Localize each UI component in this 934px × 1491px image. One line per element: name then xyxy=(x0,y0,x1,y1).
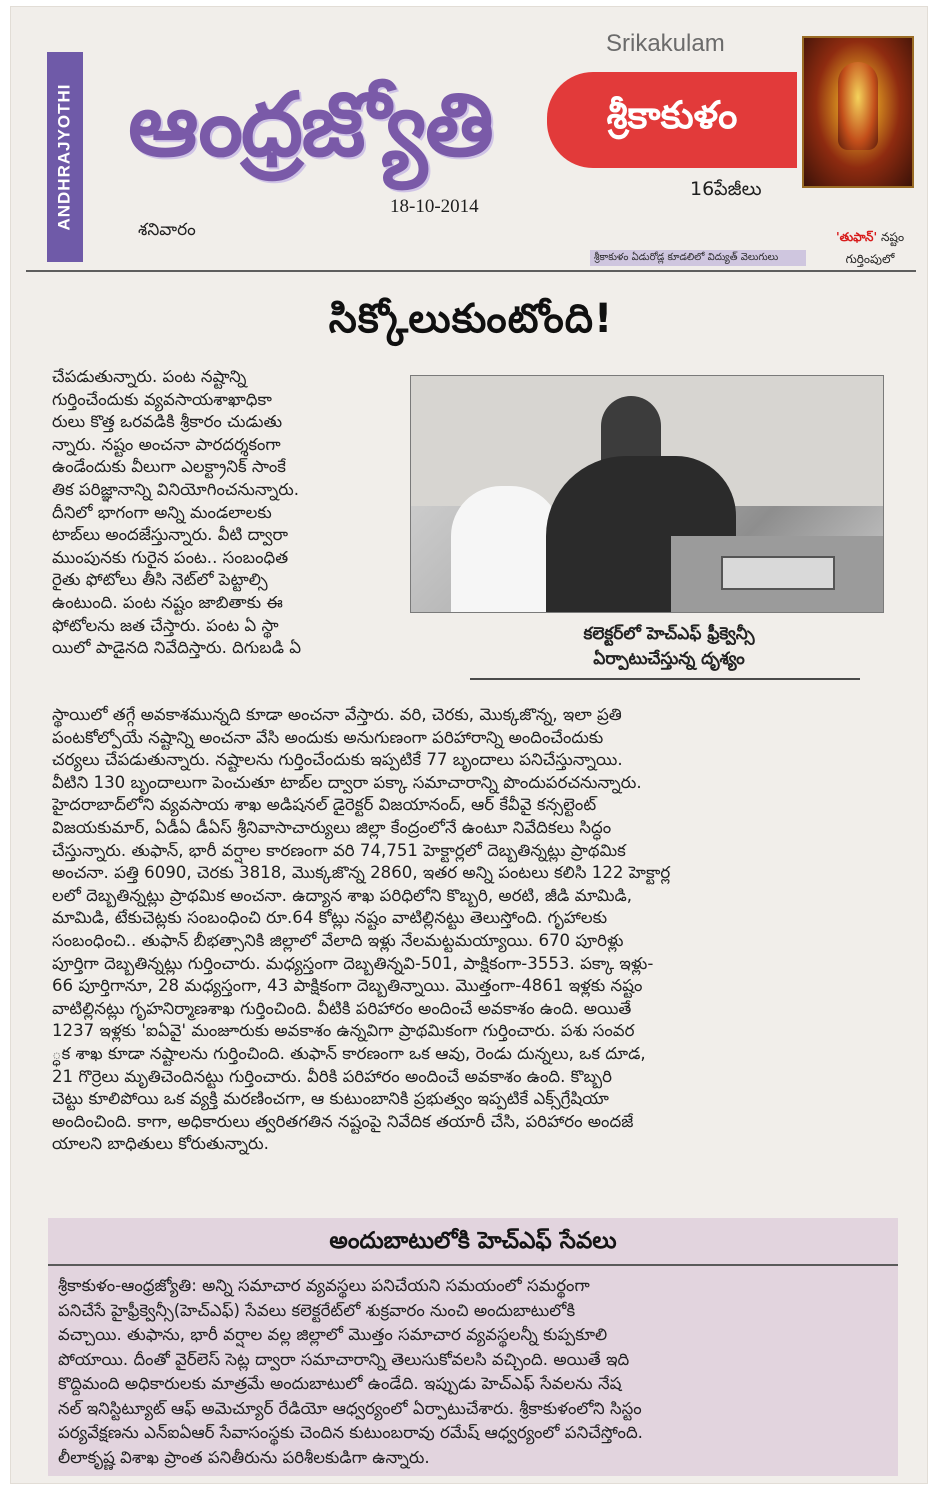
sidebar-line: పనిచేసే హైఫ్రీక్వెన్సీ(హెచ్‌ఎఫ్) సేవలు కలెక్టరేట్‌లో శుక్రవారం నుంచి అందుబాటులోకి xyxy=(58,1300,576,1320)
wide-line: 21 గొర్రెలు మృతిచెందినట్టు గుర్తించారు. వీరికి పరిహారం అందించే అవకాశం ఉంది. కొబ్బరి xyxy=(52,1066,612,1086)
edition-city-badge xyxy=(547,72,797,168)
wide-line: అందించింది. కాగా, అధికారులు త్వరితగతిన నష్టంపై నివేదిక తయారీ చేసి, పరిహారం అందజే xyxy=(52,1111,634,1131)
wide-line: లలో దెబ్బతిన్నట్లు ప్రాథమిక అంచనా. ఉద్యాన శాఖ పరిధిలోని కొబ్బరి, అరటి, జీడి మామిడి, xyxy=(52,885,633,905)
sidebar-line: శ్రీకాకుళం-ఆంధ్రజ్యోతి: అన్ని సమాచార వ్యవస్థలు పనిచేయని సమయంలో సమర్థంగా xyxy=(58,1276,590,1295)
promo-box xyxy=(818,226,922,270)
masthead-divider xyxy=(26,270,916,272)
page-count: 16పేజీలు xyxy=(690,178,762,200)
photo-caption xyxy=(470,622,868,672)
wide-line: మామిడి, టేకుచెట్లకు సంబంధించి రూ.64 కోట్లు నష్టం వాటిల్లినట్టు తెలుస్తోంది. గృహాలకు xyxy=(52,908,608,928)
sidebar-line: పోయాయి. దీంతో వైర్‌లెస్ సెట్ల ద్వారా సమాచారాన్ని తెలుసుకోవలసి వచ్చింది. అయితే ఇది xyxy=(58,1349,630,1369)
wide-line: చేస్తున్నారు. తుఫాన్, భారీ వర్షాల కారణంగా వరి 74,751 హెక్టార్లలో దెబ్బతిన్నట్లు ప్రాథమిక xyxy=(52,840,626,860)
wide-line: వీటిని 130 బృందాలుగా పెంచుతూ టాబ్‌ల ద్వారా పక్కా సమాచారాన్ని పొందుపరచనున్నారు. xyxy=(52,772,642,792)
wide-line: 66 పూర్తిగానూ, 28 మధ్యస్తంగా, 43 పాక్షికంగా దెబ్బతిన్నాయి. మొత్తంగా-4861 ఇళ్లకు నష్టం xyxy=(52,976,643,996)
narrow-line: చేపడుతున్నారు. పంట నష్టాన్ని xyxy=(52,367,247,386)
wide-line: చర్యలు చేపడుతున్నారు. నష్టాలను గుర్తించేందుకు ఇప్పటికే 77 బృందాలు పనిచేస్తున్నాయి. xyxy=(52,750,623,770)
article-narrow-column xyxy=(52,366,404,660)
photo-caption-line-2: ఏర్పాటుచేస్తున్న దృశ్యం xyxy=(593,649,745,669)
wide-line: పంటకోల్పోయే నష్టాన్ని అంచనా వేసి అందుకు అనుగుణంగా పరిహారాన్ని అందించేందుకు xyxy=(52,727,604,747)
sidebar-line: పర్యవేక్షణను ఎన్ఐఏఆర్ సేవాసంస్థకు చెందిన కుటుంబరావు రమేష్ ఆధ్వర్యంలో పనిచేస్తోంది. xyxy=(58,1423,643,1442)
temple-deity-photo xyxy=(802,36,914,188)
narrow-line: టాబ్‌లు అందజేస్తున్నారు. వీటి ద్వారా xyxy=(52,525,289,545)
narrow-line: న్నారు. నష్టం అంచనా పారదర్శకంగా xyxy=(52,434,281,454)
brand-vertical-label: ANDHRAJYOTHI xyxy=(47,52,83,262)
narrow-line: యిలో పాడైనది నివేదిస్తారు. దిగుబడి ఏ xyxy=(52,638,302,658)
issue-date: 18-10-2014 xyxy=(390,196,479,217)
sidebar-line: కొద్దిమంది అధికారులకు మాత్రమే అందుబాటులో ఉండేది. ఇప్పుడు హెచ్‌ఎఫ్ సేవలను నేష xyxy=(58,1374,622,1393)
narrow-line: దీనిలో భాగంగా అన్ని మండలాలకు xyxy=(52,502,272,522)
wide-line: చెట్టు కూలిపోయి ఒక వ్యక్తి మరణించగా, ఆ కుటుంబానికి ప్రభుత్వం ఇప్పటికే ఎక్స్‌గ్రేషియా xyxy=(52,1089,609,1109)
edition-city-english: Srikakulam xyxy=(606,30,725,57)
narrow-line: ఫోటోలను జత చేస్తారు. పంట ఏ స్థా xyxy=(52,615,279,635)
article-headline: సిక్కోలుకుంటోంది! xyxy=(328,296,614,342)
photo-caption-line-1: కలెక్టర్‌లో హెచ్‌ఎఫ్ ఫ్రీక్వెన్సీ xyxy=(583,624,755,644)
narrow-line: రులు కొత్త ఒరవడికి శ్రీకారం చుడుతు xyxy=(52,412,283,432)
narrow-line: ఉండేందుకు వీలుగా ఎలక్ట్రానిక్ సాంకే xyxy=(52,457,286,477)
sidebar-body xyxy=(58,1274,890,1470)
wide-line: హైదరాబాద్‌లోని వ్యవసాయ శాఖ అడిషనల్ డైరెక్టర్ విజయానంద్, ఆర్ కేవీవై కన్సల్టెంట్ xyxy=(52,795,597,815)
wide-line: వాటిల్లినట్లు గృహనిర్మాణశాఖ గుర్తించింది. వీటికి పరిహారం అందించే అవకాశం ఉంది. అయితే xyxy=(52,998,632,1018)
narrow-line: రైతు ఫోటోలు తీసి నెట్‌లో పెట్టాల్సి xyxy=(52,570,268,590)
wide-line: స్థాయిలో తగ్గే అవకాశమున్నది కూడా అంచనా వేస్తారు. వరి, చెరకు, మొక్కజొన్న, ఇలా ప్రతి xyxy=(52,705,622,724)
wide-line: పూర్తిగా దెబ్బతిన్నట్లు గుర్తించారు. మధ్యస్తంగా దెబ్బతిన్నవి-501, పాక్షికంగా-3553. పక్కా ఇళ్లు- xyxy=(52,953,654,973)
wide-line: అంచనా. పత్తి 6090, చెరకు 3818, మొక్కజొన్న 2860, ఇతర అన్ని పంటలు కలిసి 122 హెక్టార్ల xyxy=(52,863,671,883)
sidebar-divider xyxy=(48,1264,898,1266)
promo-text-1: నష్టం xyxy=(877,230,905,244)
narrow-line: గుర్తించేందుకు వ్యవసాయశాఖాధికా xyxy=(52,389,272,409)
caption-divider xyxy=(470,678,860,680)
promo-highlight: 'తుఫాన్' xyxy=(835,230,878,244)
wide-line: 1237 ఇళ్లకు 'ఐఏవై' మంజూరుకు అవకాశం ఉన్నవిగా ప్రాథమికంగా గుర్తించారు. పశు సంవర xyxy=(52,1021,635,1041)
narrow-line: ఉంటుంది. పంట నష్టం జాబితాకు ఈ xyxy=(52,592,283,612)
sidebar-line: నల్ ఇనిస్టిట్యూట్ ఆఫ్ అమెచ్యూర్ రేడియో ఆధ్వర్యంలో ఏర్పాటుచేశారు. శ్రీకాకుళంలోని సిస్టం xyxy=(58,1398,642,1418)
sidebar-line: లీలాకృష్ణ విశాఖ ప్రాంత పనితీరును పరిశీలకుడిగా ఉన్నారు. xyxy=(58,1447,430,1467)
teaser-strip: శ్రీకాకుళం ఏడురోడ్ల కూడలిలో విద్యుత్ వెలుగులు xyxy=(590,250,806,266)
wide-line: యాలని బాధితులు కోరుతున్నారు. xyxy=(52,1134,269,1154)
sidebar-title: అందుబాటులోకి హెచ్‌ఎఫ్ సేవలు xyxy=(329,1228,617,1254)
narrow-line: తిక పరిజ్ఞానాన్ని వినియోగించనున్నారు. xyxy=(52,479,300,499)
collector-office-photo xyxy=(410,375,884,613)
narrow-line: ముంపునకు గురైన పంట.. సంబంధిత xyxy=(52,547,289,567)
sidebar-line: వచ్చాయి. తుఫాను, భారీ వర్షాల వల్ల జిల్లాలో మొత్తం సమాచార వ్యవస్థలన్నీ కుప్పకూలి xyxy=(58,1325,608,1344)
article-wide-column xyxy=(52,704,898,1156)
promo-text-2: గుర్తింపులో xyxy=(845,252,895,266)
weekday-label: శనివారం xyxy=(138,220,196,240)
wide-line: విజయకుమార్, ఏడీఏ డీఏస్ శ్రీనివాసాచార్యులు జిల్లా కేంద్రంలోనే ఉంటూ నివేదికలు సిద్ధం xyxy=(52,817,612,837)
wide-line: ్ధక శాఖ కూడా నష్టాలను గుర్తించింది. తుఫాన్ కారణంగా ఒక ఆవు, రెండు దున్నలు, ఒక దూడ, xyxy=(52,1043,646,1063)
edition-city-telugu: శ్రీకాకుళం xyxy=(606,93,738,137)
wide-line: సంబంధించి.. తుఫాన్ బీభత్సానికి జిల్లాలో వేలాది ఇళ్లు నేలమట్టమయ్యాయి. 670 పూరిళ్లు xyxy=(52,930,624,950)
newspaper-logo: ఆంధ్రజ్యోతి xyxy=(128,72,492,176)
